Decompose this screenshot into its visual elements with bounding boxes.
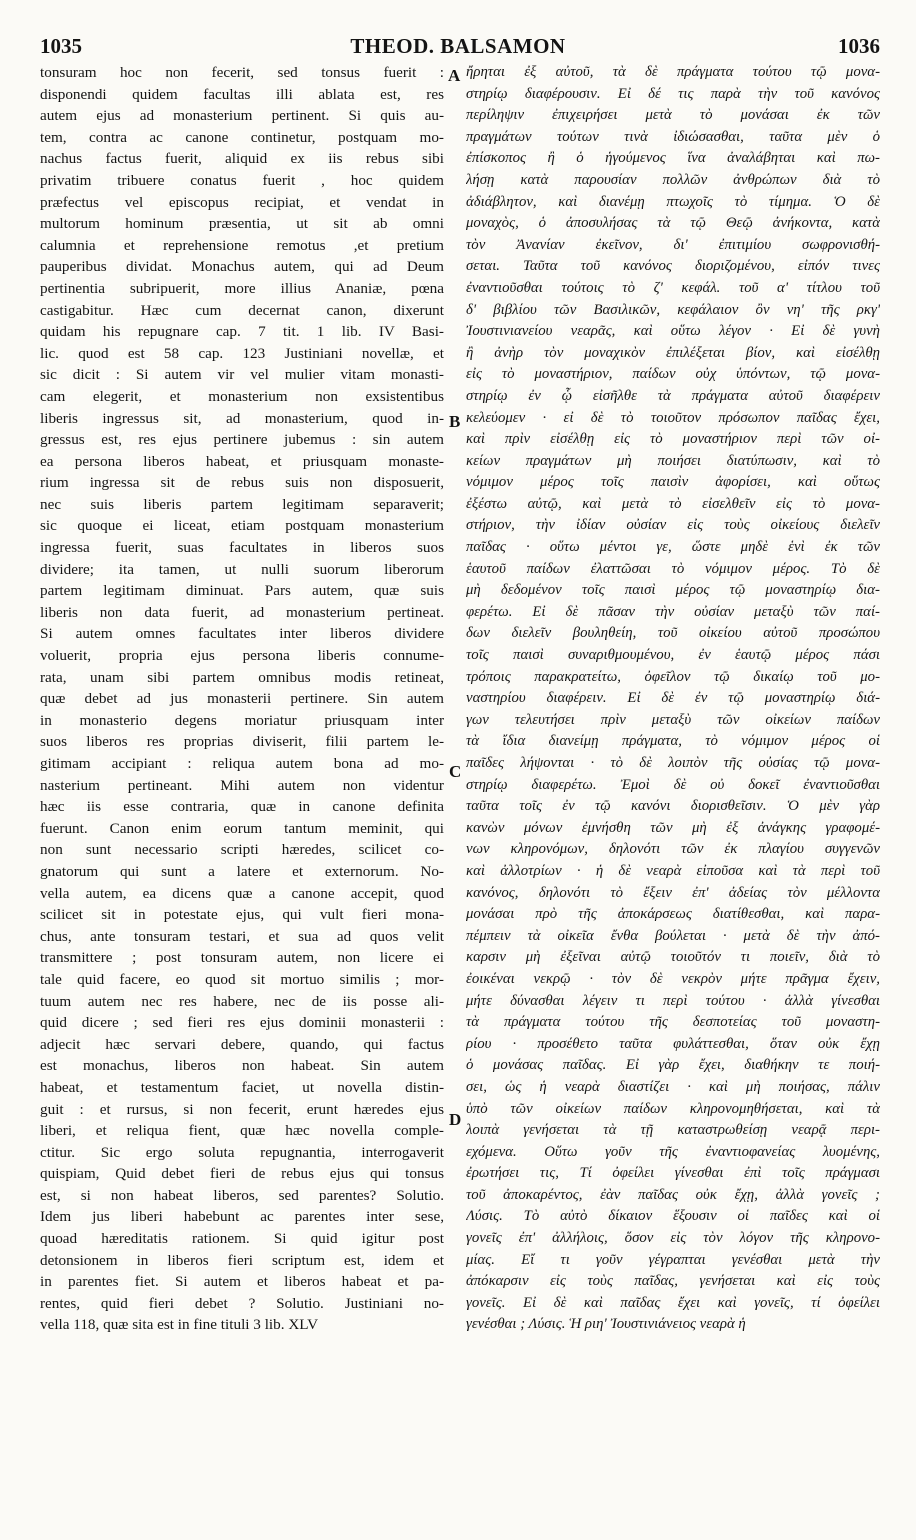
latin-text-line: ctitur. Sic ergo soluta repugnantia, interrogaverit bbox=[40, 1143, 444, 1161]
greek-text-line: ἐπίσκοπος ἢ ὁ ἡγούμενος ἵνα ἀναλάβηται καὶ πω- bbox=[466, 150, 880, 167]
greek-text-line: ἤρηται ἐξ αὐτοῦ, τὰ δὲ πράγματα τούτου τῷ μονα- bbox=[466, 64, 880, 80]
greek-text-line: γων τελευτήσει πρὶν μεταξὺ τῶν οἰκείων παίδων bbox=[466, 711, 880, 728]
greek-text-line: τοῦ ἀποκαρέντος, ἐὰν παῖδας οὐκ ἔχῃ, ἀλλὰ γονεῖς ; bbox=[466, 1186, 880, 1203]
greek-text-line: στηρίῳ ἐν ᾧ εἰσῆλθε τὰ πράγματα αὐτοῦ διαφέρειν bbox=[466, 387, 880, 404]
greek-text-line: κείων πραγμάτων μὴ ποιήσει διατύπωσιν, καὶ τὸ bbox=[466, 452, 880, 469]
latin-text-line: rium ingressa sit de rebus suis non disposuerit, bbox=[40, 474, 444, 492]
greek-text-line: νων κληρονόμων, δηλονότι τῶν ἐκ πλαγίου συγγενῶν bbox=[466, 841, 880, 858]
greek-text-line: μὴ δεδομένον τοῖς παισὶ μέρος τῷ μοναστηρίῳ δια- bbox=[466, 582, 880, 599]
greek-text-line: ἢ ἀνὴρ τὸν μοναχικὸν ἐπιλέξεται βίον, καὶ εἰσέλθῃ bbox=[466, 344, 880, 361]
latin-text-line: autem ejus ad monasterium pertinent. Si quis au- bbox=[40, 107, 444, 125]
latin-text-line: tem, contra ac canone continetur, postquam mo- bbox=[40, 128, 444, 146]
greek-text-line: Λύσις. Τὸ αὐτὸ δίκαιον ἕξουσιν οἱ παῖδες καὶ οἱ bbox=[466, 1208, 880, 1225]
greek-text-line: καὶ πρὶν εἰσέλθῃ εἰς τὸ μοναστήριον περὶ τῶν οἰ- bbox=[466, 431, 880, 448]
greek-text-line: περίληψιν ἐπιχειρήσει μετὰ τὸ μονάσαι ἐκ τῶν bbox=[466, 107, 880, 124]
latin-text-line: partem legitimam diminuat. Pars autem, quæ suis bbox=[40, 582, 444, 600]
page-number-left: 1035 bbox=[40, 34, 82, 58]
latin-text-line: nec suis liberis partem legitimam separaverit; bbox=[40, 495, 444, 513]
latin-text-line: voluerit, propria ejus persona liberis connume- bbox=[40, 647, 444, 665]
greek-text-line: σεται. Ταῦτα τοῦ κανόνος διοριζομένου, εἰπόν τινες bbox=[466, 258, 880, 275]
greek-text-line: μοναχὸς, ὁ ἀποσυλήσας τὰ τῷ Θεῷ ἀνήκοντα, κατὰ bbox=[466, 215, 880, 232]
page-number-right: 1036 bbox=[838, 34, 880, 58]
greek-text-line: γονεῖς. Εἰ δὲ καὶ παῖδας ἔχει καὶ γονεῖς, τί ὀφείλει bbox=[466, 1294, 880, 1311]
greek-text-line: ὑπὸ τῶν οἰκείων παίδων κληρονομηθήσεται, καὶ τὰ bbox=[466, 1100, 880, 1117]
latin-text-line: lic. quod est 58 cap. 123 Justiniani novellæ, et bbox=[40, 344, 444, 362]
latin-text-line: suos liberos res proprias diviserit, filii partem le- bbox=[40, 733, 444, 751]
greek-text-line: ἀπόκαρσιν εἰς τοὺς παῖδας, γενήσεται καὶ εἰς τοὺς bbox=[466, 1273, 880, 1290]
greek-text-line: λήσῃ κατὰ παρουσίαν πολλῶν ἀνθρώπων διὰ τὸ bbox=[466, 171, 880, 188]
latin-text-line: multorum hominum præsentia, ut sit ab omni bbox=[40, 215, 444, 233]
greek-text-line: λοιπὰ γενήσεται τὰ τῇ καταστρωθείσῃ νεαρᾷ περι- bbox=[466, 1122, 880, 1139]
latin-text-line: vella autem, ea dicens quæ a canone accepit, quod bbox=[40, 884, 444, 902]
latin-text-line: tale quid facere, eo quod sit mortuo similis ; mor- bbox=[40, 970, 444, 988]
greek-text-line: μήτε δύνασθαι λέγειν τι περὶ τούτου · ἀλλὰ γίνεσθαι bbox=[466, 992, 880, 1009]
latin-text-line: est monachus, liberos non habeat. Sin autem bbox=[40, 1057, 444, 1075]
latin-text-line: ingressa fuerit, suas facultates in liberos suos bbox=[40, 539, 444, 557]
latin-text-line: rata, unam sibi partem omnibus modis retineat, bbox=[40, 668, 444, 686]
margin-marker-d: D bbox=[449, 1110, 462, 1129]
latin-text-line: pertinentia subripuerit, more illius Ananiæ, pœna bbox=[40, 279, 444, 297]
latin-text-line: gressus est, res ejus pertinere jubemus : sin autem bbox=[40, 431, 444, 449]
latin-text-line: gitimam accipiant : reliqua autem bona ad mo- bbox=[40, 755, 444, 772]
latin-text-line: quid dicere ; sed fieri res ejus dominii monasterii : bbox=[40, 1014, 444, 1032]
greek-text-line: ἐναντιοῦσθαι τούτοις τὸ ζ' κεφάλ. τοῦ α' τίτλου τοῦ bbox=[466, 279, 880, 296]
latin-text-line: dividere; ita tamen, ut nulli suorum liberorum bbox=[40, 560, 444, 578]
latin-text-line: tuum autem nec res habere, nec de iis posse ali- bbox=[40, 992, 444, 1010]
latin-text-line: nasterium pertineant. Mihi autem non videntur bbox=[40, 776, 444, 794]
latin-text-line: non sunt necessario scripti hæredes, scilicet co- bbox=[40, 841, 444, 859]
greek-text-line: μονάσαι πρὸ τῆς ἀποκάρσεως διατίθεσθαι, καὶ παρα- bbox=[466, 906, 880, 923]
latin-text-line: pauperibus dividat. Monachus autem, qui ad Deum bbox=[40, 258, 444, 276]
greek-text-line: ναστηρίου διαφέρειν. Εἰ δὲ ἐν τῷ μοναστηρίῳ διά- bbox=[466, 690, 880, 707]
latin-text-line: in monasterio degens moriatur priusquam inter bbox=[40, 711, 444, 729]
greek-text-line: τρόποις παρακρατείτω, ὀφεῖλον τῷ δικαίῳ τοῦ μο- bbox=[466, 668, 880, 685]
greek-text-line: κανὼν μόνων ἐμνήσθη τῶν μὴ ἐξ ἀνάγκης γραφομέ- bbox=[466, 819, 880, 836]
greek-text-line: στήριον, τὴν ἰδίαν οὐσίαν εἰς τοὺς οἰκείους διελεῖν bbox=[466, 517, 880, 534]
greek-text-line: τοῖς παισὶ συναριθμουμένου, ἐν ἑαυτῷ μέρος πάσι bbox=[466, 647, 880, 664]
greek-text-line: ὁ μονάσας παῖδας. Εἰ γὰρ ἔχει, διαθήκην τε ποιή- bbox=[466, 1057, 880, 1074]
greek-text-line: φερέτω. Εἰ δὲ πᾶσαν τὴν οὐσίαν μεταξὺ τῶν παί- bbox=[466, 603, 880, 620]
margin-marker-a: A bbox=[448, 66, 461, 85]
greek-text-line: στηρίῳ διαφέρουσιν. Εἰ δέ τις παρὰ τὴν τοῦ κανόνος bbox=[466, 85, 880, 102]
greek-text-line: ταῦτα τοῖς ἐν τῷ κανόνι διορισθεῖσιν. Ὁ μὲν γὰρ bbox=[466, 798, 880, 815]
latin-text-line: guit : et rursus, si non fecerit, erunt hæredes ejus bbox=[40, 1100, 444, 1118]
greek-text-line: δ' βιβλίου τῶν Βασιλικῶν, κεφάλαιον ὂν νη' τῆς ρκγ' bbox=[466, 301, 880, 318]
latin-text-line: quoad hæreditatis rationem. Si quid igitur post bbox=[40, 1230, 444, 1248]
latin-text-line: vella 118, quæ sita est in fine tituli 3 lib. XLV bbox=[40, 1316, 319, 1334]
greek-text-line: δων διελεῖν βουληθείη, τοῦ οἰκείου αὐτοῦ προσώπου bbox=[466, 625, 880, 642]
latin-text-line: scilicet sit in potestate ejus, qui vult fieri mona- bbox=[40, 906, 444, 924]
running-head: THEOD. BALSAMON bbox=[350, 34, 566, 58]
latin-text-line: liberis ingressus sit, ad monasterium, quod in- bbox=[40, 409, 444, 427]
latin-text-line: est, si non habeat liberos, sed parentes? Solutio. bbox=[40, 1186, 444, 1204]
latin-text-line: Idem jus liberi habebunt ac parentes inter sese, bbox=[40, 1208, 444, 1226]
greek-text-line: παῖδας · οὕτω μέντοι γε, ὥστε μηδὲ ἑνὶ ἐκ τῶν bbox=[466, 539, 880, 556]
latin-text-line: sic quoque ei liceat, etiam postquam monasterium bbox=[40, 517, 444, 535]
margin-marker-c: C bbox=[449, 762, 462, 781]
latin-text-line: tonsuram hoc non fecerit, sed tonsus fuerit : bbox=[40, 64, 444, 81]
latin-text-line: gnatorum qui sunt a latere et externorum. No- bbox=[40, 862, 444, 880]
greek-text-line: Ἰουστινιανείου νεαρᾶς, καὶ οὕτω λέγον · Εἰ δὲ γυνὴ bbox=[466, 323, 880, 340]
latin-text-line: quispiam, Quid debet fieri de rebus ejus qui tonsus bbox=[40, 1165, 444, 1183]
greek-text-line: κανόνος, δηλονότι τὸ ἔξειν ἐπ' ἀδείας τὸν μέλλοντα bbox=[466, 884, 880, 901]
greek-text-line: ἐρωτήσει τις, Τί ὀφείλει γίνεσθαι ἐπὶ τοῖς πράγμασι bbox=[466, 1165, 880, 1182]
latin-text-line: in parentes fiet. Si autem et liberos habeat et pa- bbox=[40, 1273, 444, 1291]
latin-text-line: Si autem omnes facultates inter liberos dividere bbox=[40, 625, 444, 643]
greek-text-line: τὰ πράγματα τούτου τῆς δεσποτείας τοῦ μοναστη- bbox=[466, 1014, 880, 1031]
latin-text-line: præfectus vel episcopus recipiat, et vendat in bbox=[40, 193, 444, 211]
greek-text-line: πραγμάτων τούτων τινὰ ἰδιώσασθαι, ταῦτα μὲν ὁ bbox=[466, 128, 880, 145]
greek-text-line: ἑαυτοῦ παίδων ἐλαττῶσαι τὸ νόμιμον μέρος. Τὸ δὲ bbox=[466, 560, 880, 577]
greek-text-line: ἀδιάβλητον, καὶ διανέμῃ πτωχοῖς τὸ τίμημα. Ὁ δὲ bbox=[466, 193, 880, 210]
margin-marker-b: B bbox=[449, 412, 461, 431]
latin-text-line: hæc iis esse contraria, quæ in canone definita bbox=[40, 798, 444, 816]
greek-text-line: εἰς τὸ μοναστήριον, παίδων οὐχ ὑπόντων, τῷ μονα- bbox=[466, 366, 880, 383]
latin-text-line: transmittere ; post tonsuram autem, non licere ei bbox=[40, 949, 444, 967]
latin-column bbox=[40, 62, 444, 1336]
latin-text-line: detonsionem in liberos fieri scriptum est, idem et bbox=[40, 1251, 444, 1269]
greek-text-line: κελεύομεν · εἰ δὲ τὸ τοιοῦτον πρόσωπον παῖδας ἔχει, bbox=[466, 409, 880, 426]
latin-text-line: chus, ante tonsuram testari, et sua ad quos velit bbox=[40, 927, 444, 945]
latin-text-line: rentes, quid fieri debet ? Solutio. Justiniani no- bbox=[40, 1294, 444, 1312]
latin-text-line: castigabitur. Hæc cum decernat canon, dixerunt bbox=[40, 301, 444, 319]
latin-text-line: fuerunt. Canon enim eorum tantum meminit, qui bbox=[40, 819, 444, 837]
greek-text-line: εχόμενα. Οὕτω γοῦν τῆς ἐναντιοφανείας λυομένης, bbox=[466, 1143, 880, 1160]
latin-text-line: liberis non data fuerit, ad monasterium pertineat. bbox=[40, 603, 444, 621]
greek-column bbox=[466, 62, 880, 1336]
latin-text-line: disponendi quidem facultas illi ablata est, res bbox=[40, 85, 444, 103]
latin-text-line: cam elegerit, et monasterium non exsistentibus bbox=[40, 387, 444, 405]
greek-text-line: ρίου · προσέθετο ταῦτα φυλάττεσθαι, ὅταν οὐκ ἔχῃ bbox=[466, 1035, 880, 1052]
latin-text-line: liberi, et reliqua fient, quæ hæc novella comple- bbox=[40, 1122, 444, 1140]
greek-text-line: γενέσθαι ; Λύσις. Ἡ ριη' Ἰουστινιάνειος νεαρὰ ἡ bbox=[466, 1316, 746, 1333]
latin-text-line: sic dicit : Si autem vir vel mulier vitam monasti- bbox=[40, 366, 444, 384]
latin-text-line: calumnia et reprehensione remotus ,et pretium bbox=[40, 236, 444, 254]
greek-text-line: ἐξέστω αὐτῷ, καὶ μετὰ τὸ εἰσελθεῖν εἰς τὸ μονα- bbox=[466, 495, 880, 512]
greek-text-line: πέμπειν τὰ οἰκεῖα ἔνθα βούλεται · μετὰ δὲ τὴν ἀπό- bbox=[466, 927, 880, 944]
greek-text-line: γονεῖς ἐπ' ἀλλήλοις, ὅσον εἰς τὸν λόγον τῆς κληρονο- bbox=[466, 1230, 880, 1247]
latin-text-line: quidam his repugnare cap. 7 tit. 1 lib. IV Basi- bbox=[40, 323, 444, 341]
greek-text-line: νόμιμον μέρος τοῖς παισὶν ἀφορίσει, καὶ οὕτως bbox=[466, 474, 880, 491]
greek-text-line: καὶ ἀλλοτρίων · ἡ δὲ νεαρὰ εἰποῦσα καὶ τὰ περὶ τοῦ bbox=[466, 862, 880, 879]
greek-text-line: τὰ ἴδια διανείμῃ πράγματα, τὸ νόμιμον μέρος οἱ bbox=[466, 733, 880, 750]
page-header bbox=[0, 30, 916, 64]
latin-text-line: habeat, et testamentum faciet, ut novella distin- bbox=[40, 1078, 444, 1096]
greek-text-line: ἐοικέναι νεκρῷ · τὸν δὲ νεκρὸν μήτε πρᾶγμα ἔχειν, bbox=[466, 970, 880, 987]
latin-text-line: privatim tribuere conatus fuerit , hoc quidem bbox=[40, 171, 444, 189]
latin-text-line: adjecit hæc servari debere, quando, qui factus bbox=[40, 1035, 444, 1053]
latin-text-line: quæ debet ad jus monasterii pertinere. Sin autem bbox=[40, 690, 444, 708]
latin-text-line: ea persona liberos habeat, et priusquam monaste- bbox=[40, 452, 444, 470]
greek-text-line: μίας. Εἴ τι γοῦν γέγραπται γενέσθαι μετὰ τὴν bbox=[466, 1251, 880, 1268]
greek-text-line: τὸν Ἀνανίαν ἐκεῖνον, δι' ἐπιτιμίου σωφρονισθή- bbox=[466, 236, 880, 253]
greek-text-line: παῖδες λήψονται · τὸ δὲ λοιπὸν τῆς οὐσίας τῷ μονα- bbox=[466, 755, 880, 771]
greek-text-line: καρσιν μὴ ἐξεῖναι αὐτῷ τοιοῦτόν τι ποιεῖν, διὰ τὸ bbox=[466, 949, 880, 966]
latin-text-line: nachus factus fuerit, aliquid ex iis rebus sibi bbox=[40, 150, 444, 168]
greek-text-line: στηρίῳ διαφερέτω. Ἐμοὶ δὲ οὐ δοκεῖ ἐναντιοῦσθαι bbox=[466, 776, 880, 793]
greek-text-line: σει, ὡς ἡ νεαρὰ διαστίζει · καὶ μὴ ποιήσας, πάλιν bbox=[466, 1078, 880, 1095]
